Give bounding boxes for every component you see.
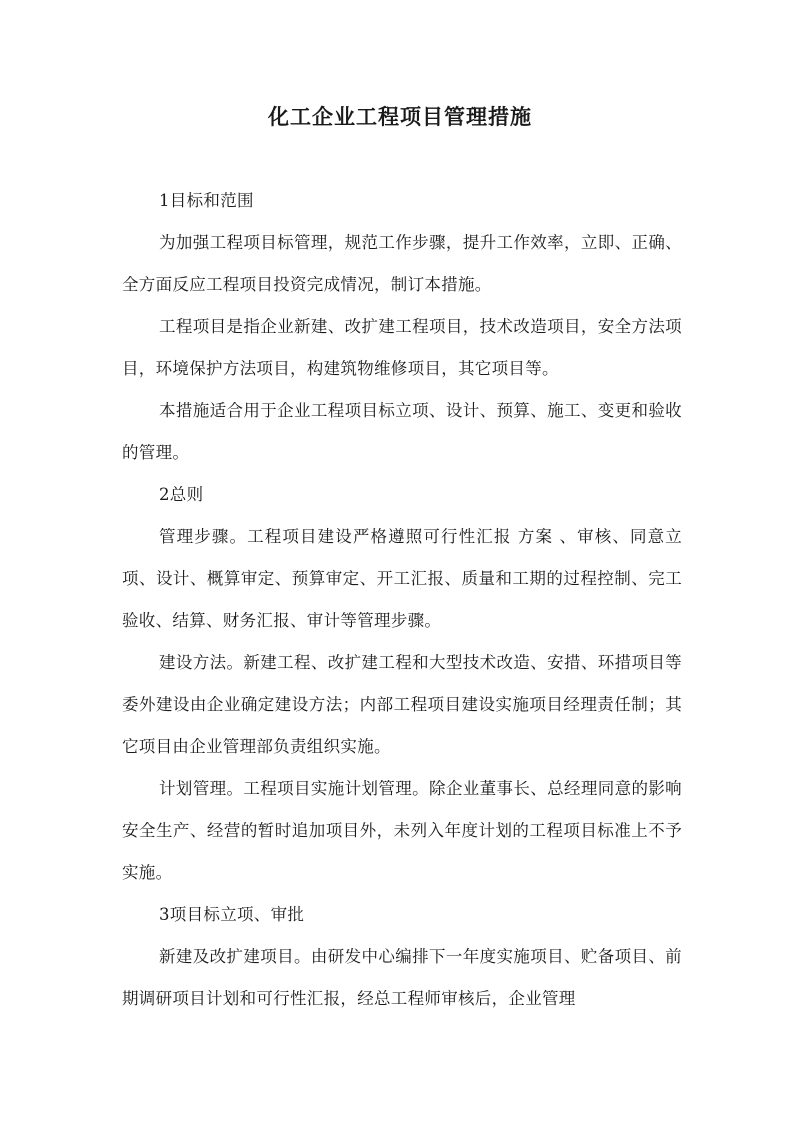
section-heading: 1目标和范围 [159,191,254,210]
paragraph: 为加强工程项目标管理，规范工作步骤，提升工作效率，立即、正确、全方面反应工程项目投资完成情况，制订本措施。 [122,233,682,294]
paragraph: 计划管理。工程项目实施计划管理。除企业董事长、总经理同意的影响安全生产、经营的暂时追加项目外，未列入年度计划的工程项目标准上不予实施。 [122,779,682,882]
paragraph: 工程项目是指企业新建、改扩建工程项目，技术改造项目，安全方法项目，环境保护方法项目，构建筑物维修项目，其它项目等。 [122,317,682,378]
section-heading: 3项目标立项、审批 [159,905,305,924]
paragraph: 管理步骤。工程项目建设严格遵照可行性汇报 方案 、审核、同意立项、设计、概算审定、预算审定、开工汇报、质量和工期的过程控制、完工验收、结算、财务汇报、审计等管理步骤。 [122,527,682,630]
document-body [122,180,682,1020]
document-title: 化工企业工程项目管理措施 [268,104,532,129]
section-heading: 2总则 [159,485,204,504]
paragraph: 新建及改扩建项目。由研发中心编排下一年度实施项目、贮备项目、前期调研项目计划和可行性汇报，经总工程师审核后，企业管理 [122,947,682,1008]
paragraph: 本措施适合用于企业工程项目标立项、设计、预算、施工、变更和验收的管理。 [122,401,682,462]
paragraph: 建设方法。新建工程、改扩建工程和大型技术改造、安措、环措项目等委外建设由企业确定建设方法；内部工程项目建设实施项目经理责任制；其它项目由企业管理部负责组织实施。 [122,653,682,756]
